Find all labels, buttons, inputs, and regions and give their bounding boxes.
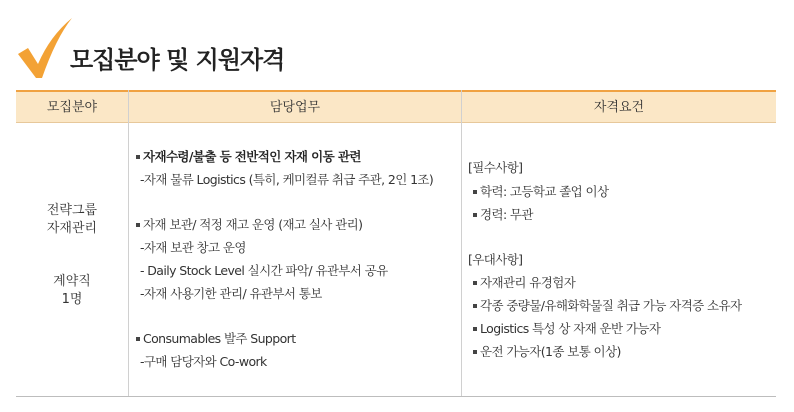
duty-item: -구매 담당자와 Co-work bbox=[140, 354, 267, 369]
preferred-item: 자재관리 유경험자 bbox=[473, 274, 575, 292]
duty-group-title: 자재 보관/ 적정 재고 운영 (재고 실사 관리) bbox=[136, 216, 362, 234]
duty-group-title: 자재수령/불출 등 전반적인 자재 이동 관련 bbox=[136, 148, 361, 166]
required-item: 학력: 고등학교 졸업 이상 bbox=[473, 183, 608, 201]
required-label: [필수사항] bbox=[468, 160, 523, 175]
required-item: 경력: 무관 bbox=[473, 206, 533, 224]
duty-item: -자재 사용기한 관리/ 유관부서 통보 bbox=[140, 286, 322, 301]
table-bottom-border bbox=[16, 396, 776, 397]
column-divider bbox=[461, 90, 462, 396]
field-name: 전략그룹 자재관리 bbox=[46, 203, 98, 236]
duty-item: - Daily Stock Level 실시간 파악/ 유관부서 공유 bbox=[140, 263, 388, 278]
preferred-label: [우대사항] bbox=[468, 252, 523, 267]
column-divider bbox=[128, 90, 129, 396]
column-header-field: 모집분야 bbox=[46, 100, 98, 115]
column-header-duties: 담당업무 bbox=[269, 100, 321, 115]
table-header bbox=[16, 90, 776, 123]
preferred-item: 각종 중량물/유해화학물질 취급 가능 자격증 소유자 bbox=[473, 297, 741, 315]
duty-item: -자재 보관 창고 운영 bbox=[140, 240, 246, 255]
check-icon bbox=[14, 14, 74, 80]
duty-group-title: Consumables 발주 Support bbox=[136, 330, 296, 348]
section-title: 모집분야 및 지원자격 bbox=[70, 46, 285, 74]
preferred-item: Logistics 특성 상 자재 운반 가능자 bbox=[473, 320, 660, 338]
preferred-item: 운전 가능자(1종 보통 이상) bbox=[473, 343, 621, 361]
section-heading bbox=[14, 14, 414, 80]
duty-item: -자재 물류 Logistics (특히, 케미컬류 취급 주관, 2인 1조) bbox=[140, 172, 434, 187]
column-header-requirements: 자격요건 bbox=[593, 100, 645, 115]
field-type: 계약직 1명 bbox=[53, 274, 91, 307]
